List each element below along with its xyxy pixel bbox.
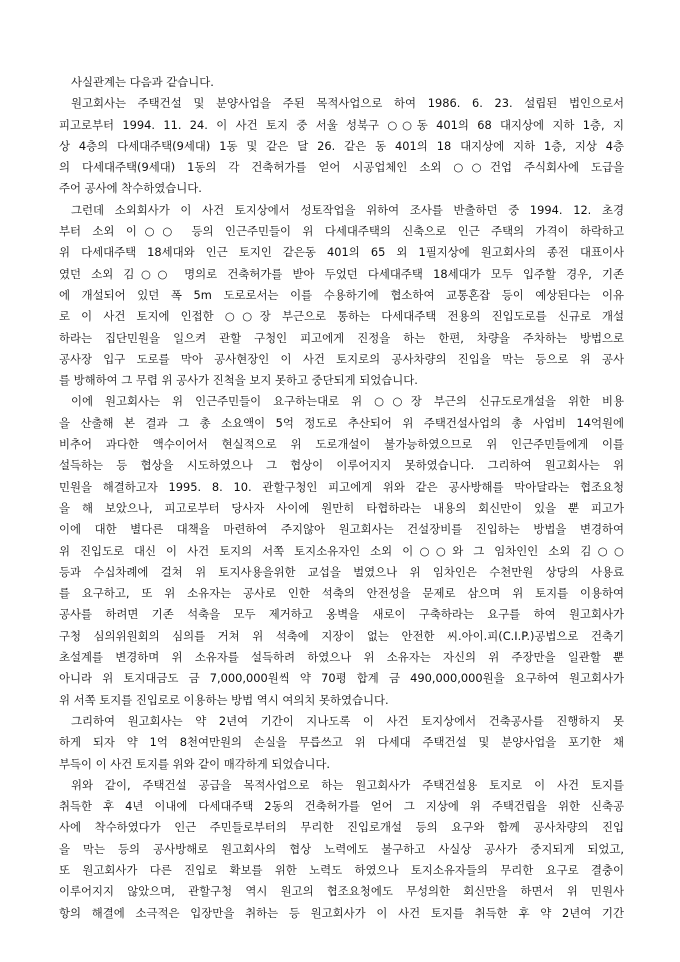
text-line: 항의 해결에 소극적은 입장만을 취하는 등 원고회사가 이 사건 토지를 취득한 후 약 2년여 기간 xyxy=(59,905,624,920)
text-line: 를 방해하여 그 무렵 위 공사가 진척을 보지 못하고 중단되게 되었습니다. xyxy=(59,373,418,388)
text-line: 이루어지지 않았으며, 관할구청 역시 원고의 협조요청에도 무성의한 회신만을 하면서 위 민원사 xyxy=(59,884,624,899)
text-line: 그런데 소외회사가 이 사건 토지상에서 성토작업을 위하여 조사를 반출하던 중 1994. 12. 초경 xyxy=(71,202,624,217)
text-line: 피고로부터 1994. 11. 24. 이 사건 토지 중 서울 성북구 ○○동 401의 68 대지상에 지하 1층, 지 xyxy=(59,117,624,132)
text-line: 비추어 과다한 액수이어서 현실적으로 위 도로개설이 불가능하였으므로 위 인근주민들에게 이를 xyxy=(59,437,624,452)
text-line: 공사를 하려면 기존 석축을 모두 제거하고 옹벽을 새로이 구축하라는 요구를 하여 원고회사가 xyxy=(59,607,624,622)
text-line: 민원을 해결하고자 1995. 8. 10. 관할구청인 피고에게 위와 같은 공사방해를 막아달라는 협조요청 xyxy=(59,479,624,494)
paragraph-resident-complaints xyxy=(59,200,624,392)
text-line: 사실관계는 다음과 같습니다. xyxy=(71,75,214,89)
text-line: 위와 같이, 주택건설 공급을 목적사업으로 하는 원고회사가 주택건설용 토지로 이 사건 토지를 xyxy=(71,777,624,792)
text-line: 에 개설되어 있던 폭 5m 도로로서는 이를 수용하기에 협소하여 교통혼잡 등이 예상된다는 이유 xyxy=(59,287,624,302)
paragraph-project-abandoned xyxy=(59,711,624,775)
text-line: 였던 소외 김○○ 명의로 건축허가를 받아 두었던 다세대주택 18세대가 모두 입주할 경우, 기존 xyxy=(59,266,624,281)
text-line: 등과 수십차례에 걸쳐 위 토지사용을위한 교섭을 벌였으나 위 임차인은 수천만원 상당의 사용료 xyxy=(59,564,624,579)
document-body xyxy=(59,72,624,924)
paragraph-facts-intro xyxy=(59,72,624,93)
text-line: 공사장 입구 도로를 막아 공사현장인 이 사건 토지로의 공사차량의 진입을 막는 등으로 위 공사 xyxy=(59,351,624,366)
paragraph-negotiation-attempts xyxy=(59,391,624,710)
text-line: 의 다세대주택(9세대) 1동의 각 건축허가를 얻어 시공업체인 소외 ○○건업 주식회사에 도급을 xyxy=(59,160,624,175)
text-line: 하라는 집단민원을 일으켜 관할 구청인 피고에게 진정을 하는 한편, 차량을 주차하는 방법으로 xyxy=(59,330,624,345)
text-line: 원고회사는 주택건설 및 분양사업을 주된 목적사업으로 하여 1986. 6. 23. 설립된 법인으로서 xyxy=(71,96,624,111)
text-line: 부터 소외 이○○ 등의 인근주민들이 위 다세대주택의 신축으로 인근 주택의 가격이 하락하고 xyxy=(59,224,624,239)
text-line: 초설계를 변경하며 위 소유자를 설득하려 하였으나 위 소유자는 자신의 위 주장만을 일관할 뿐 xyxy=(59,650,624,665)
text-line: 사에 착수하였다가 인근 주민들로부터의 무리한 진입로개설 등의 요구와 함께 공사차량의 진입 xyxy=(59,820,624,835)
text-line: 하게 되자 약 1억 8천여만원의 손실을 무릅쓰고 위 다세대 주택건설 및 분양사업을 포기한 채 xyxy=(59,735,624,750)
paragraph-company-background xyxy=(59,93,624,199)
text-line: 상 4층의 다세대주택(9세대) 1동 및 같은 달 26. 같은 동 401의 18 대지상에 지하 1층, 지상 4층 xyxy=(59,138,624,153)
text-line: 을 해 보았으나, 피고로부터 당사자 사이에 원만히 타협하라는 내용의 회신만이 있을 뿐 피고가 xyxy=(59,500,624,515)
paragraph-summary xyxy=(59,775,624,924)
text-line: 또 원고회사가 다른 진입로 확보를 위한 노력도 하였으나 토지소유자들의 무리한 요구로 결충이 xyxy=(59,862,624,877)
text-line: 로 이 사건 토지에 인접한 ○○장 부근으로 통하는 다세대주택 전용의 진입도로를 신규로 개설 xyxy=(59,309,624,324)
text-line: 를 요구하고, 또 위 소유자는 공사로 인한 석축의 안전성을 문제로 삼으며 위 토지를 이용하여 xyxy=(59,586,624,601)
text-line: 위 서쪽 토지를 진입로로 이용하는 방법 역시 여의치 못하였습니다. xyxy=(59,692,389,707)
text-line: 설득하는 등 협상을 시도하였으나 그 협상이 이루어지지 못하였습니다. 그리하여 원고회사는 위 xyxy=(59,458,624,473)
text-line: 위 진입도로 대신 이 사건 토지의 서쪽 토지소유자인 소외 이○○와 그 임차인인 소외 김○○ xyxy=(59,543,624,558)
text-line: 부득이 이 사건 토지를 위와 같이 매각하게 되었습니다. xyxy=(59,756,331,771)
text-line: 이에 대한 별다른 대책을 마련하여 주지않아 원고회사는 건설장비를 진입하는 방법을 변경하여 xyxy=(59,522,624,537)
text-line: 취득한 후 4년 이내에 다세대주택 2동의 건축허가를 얻어 그 지상에 위 주택건립을 위한 신축공 xyxy=(59,799,624,814)
text-line: 을 막는 등의 공사방해로 원고회사의 협상 노력에도 불구하고 사실상 공사가 중지되게 되었고, xyxy=(59,841,624,856)
text-line: 아니라 위 토지대금도 금 7,000,000원씩 약 70평 합계 금 490,000,000원을 요구하여 원고회사가 xyxy=(59,671,624,686)
text-line: 이에 원고회사는 위 인근주민들이 요구하는대로 위 ○○장 부근의 신규도로개설을 위한 비용 xyxy=(71,394,624,409)
text-line: 주어 공사에 착수하였습니다. xyxy=(59,181,202,196)
text-line: 을 산출해 본 결과 그 총 소요액이 5억 정도로 추산되어 위 주택건설사업의 총 사업비 14억원에 xyxy=(59,415,624,430)
text-line: 구청 심의위원회의 심의를 거쳐 위 석축에 지장이 없는 안전한 씨.아이.피(C.I.P.)공법으로 건축기 xyxy=(59,628,624,643)
text-line: 그리하여 원고회사는 약 2년여 기간이 지나도록 이 사건 토지상에서 건축공사를 진행하지 못 xyxy=(71,713,624,728)
text-line: 위 다세대주택 18세대와 인근 토지인 같은동 401의 65 외 1필지상에 원고회사의 종전 대표이사 xyxy=(59,245,624,260)
